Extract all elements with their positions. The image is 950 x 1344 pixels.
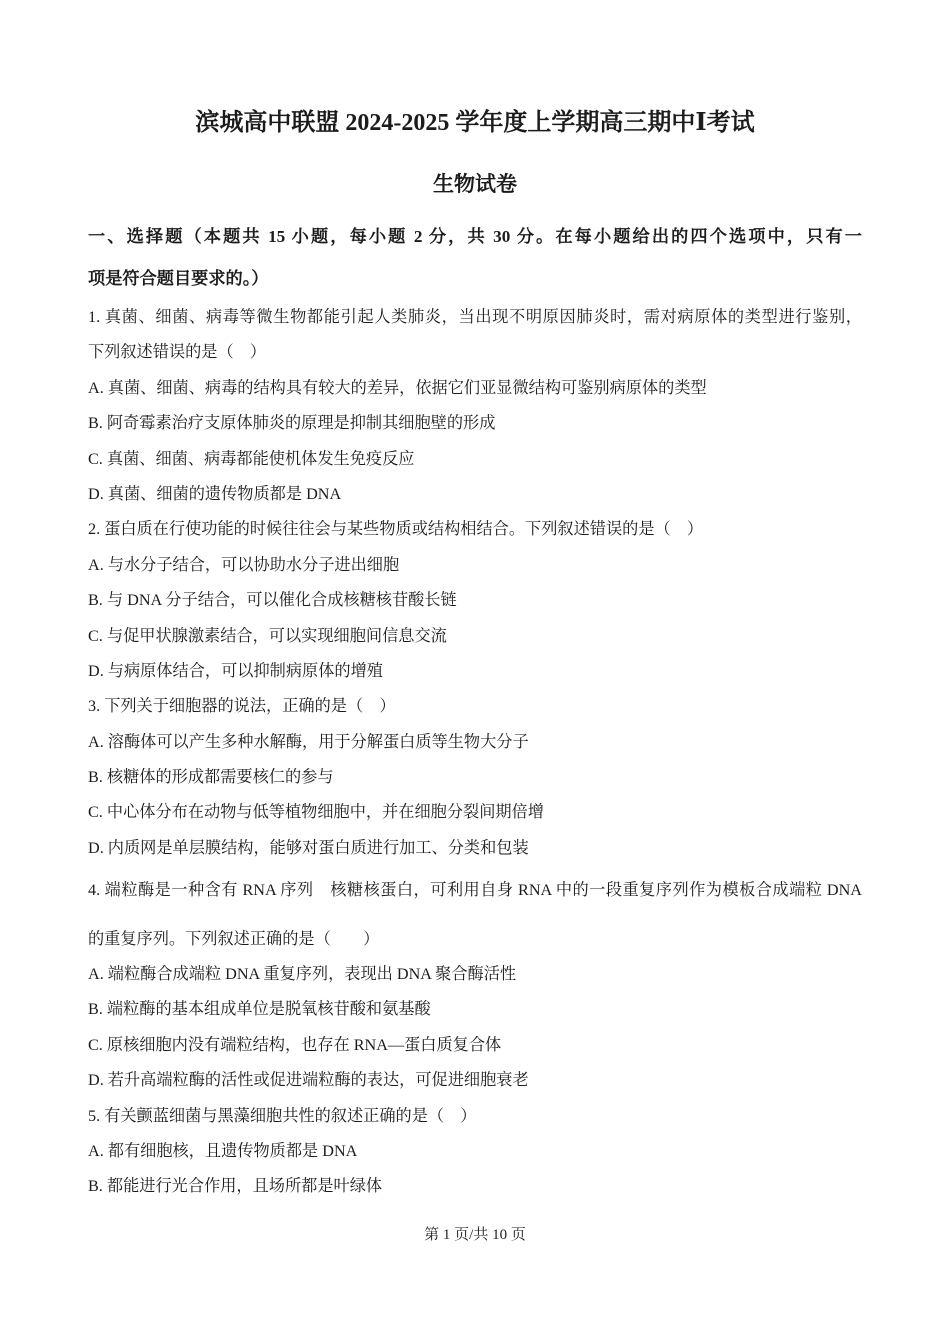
question-5-option-a: A. 都有细胞核，且遗传物质都是 DNA <box>88 1141 358 1160</box>
question-4-stem-line-1: 4. 端粒酶是一种含有 RNA 序列 核糖核蛋白，可利用自身 RNA 中的一段重复序列作为模板合成端粒 DNA <box>88 881 862 900</box>
question-4-stem-line-2: 的重复序列。下列叙述正确的是（ ） <box>88 929 380 948</box>
exam-title: 滨城高中联盟 2024-2025 学年度上学期高三期中Ⅰ考试 <box>195 110 755 136</box>
question-2-option-b: B. 与 DNA 分子结合，可以催化合成核糖核苷酸长链 <box>88 591 457 610</box>
page-number: 第 1 页/共 10 页 <box>424 1226 526 1243</box>
question-4-option-b: B. 端粒酶的基本组成单位是脱氧核苷酸和氨基酸 <box>88 1000 431 1019</box>
question-2-option-c: C. 与促甲状腺激素结合，可以实现细胞间信息交流 <box>88 626 447 645</box>
question-1-stem-line-1: 1. 真菌、细菌、病毒等微生物都能引起人类肺炎，当出现不明原因肺炎时，需对病原体的类型进行鉴别， <box>88 308 862 326</box>
question-2-option-d: D. 与病原体结合，可以抑制病原体的增殖 <box>88 661 383 680</box>
question-3-option-c: C. 中心体分布在动物与低等植物细胞中，并在细胞分裂间期倍增 <box>88 803 544 822</box>
question-5-option-b: B. 都能进行光合作用，且场所都是叶绿体 <box>88 1177 383 1196</box>
question-3-option-a: A. 溶酶体可以产生多种水解酶，用于分解蛋白质等生物大分子 <box>88 732 529 751</box>
exam-subtitle: 生物试卷 <box>433 172 517 196</box>
question-1-stem-line-2: 下列叙述错误的是（ ） <box>88 343 267 362</box>
question-5-stem-line-1: 5. 有关颤蓝细菌与黑藻细胞共性的叙述正确的是（ ） <box>88 1106 477 1125</box>
question-2-stem-line-1: 2. 蛋白质在行使功能的时候往往会与某些物质或结构相结合。下列叙述错误的是（ ） <box>88 520 704 539</box>
question-4-option-c: C. 原核细胞内没有端粒结构，也存在 RNA—蛋白质复合体 <box>88 1035 502 1054</box>
question-1-option-d: D. 真菌、细菌的遗传物质都是 DNA <box>88 484 342 503</box>
question-1-option-b: B. 阿奇霉素治疗支原体肺炎的原理是抑制其细胞壁的形成 <box>88 414 496 433</box>
section-heading-line-1: 一、选择题（本题共 15 小题，每小题 2 分，共 30 分。在每小题给出的四个选项中，只有一 <box>88 227 862 246</box>
question-4-option-a: A. 端粒酶合成端粒 DNA 重复序列，表现出 DNA 聚合酶活性 <box>88 965 517 984</box>
question-3-option-d: D. 内质网是单层膜结构，能够对蛋白质进行加工、分类和包装 <box>88 838 529 857</box>
question-3-stem-line-1: 3. 下列关于细胞器的说法，正确的是（ ） <box>88 697 396 716</box>
question-4-option-d: D. 若升高端粒酶的活性或促进端粒酶的表达，可促进细胞衰老 <box>88 1071 529 1090</box>
section-heading-line-2: 项是符合题目要求的。） <box>88 269 269 288</box>
question-1-option-a: A. 真菌、细菌、病毒的结构具有较大的差异，依据它们亚显微结构可鉴别病原体的类型 <box>88 378 707 397</box>
question-1-option-c: C. 真菌、细菌、病毒都能使机体发生免疫反应 <box>88 449 415 468</box>
question-3-option-b: B. 核糖体的形成都需要核仁的参与 <box>88 768 334 787</box>
question-2-option-a: A. 与水分子结合，可以协助水分子进出细胞 <box>88 555 400 574</box>
exam-body <box>88 216 862 1205</box>
